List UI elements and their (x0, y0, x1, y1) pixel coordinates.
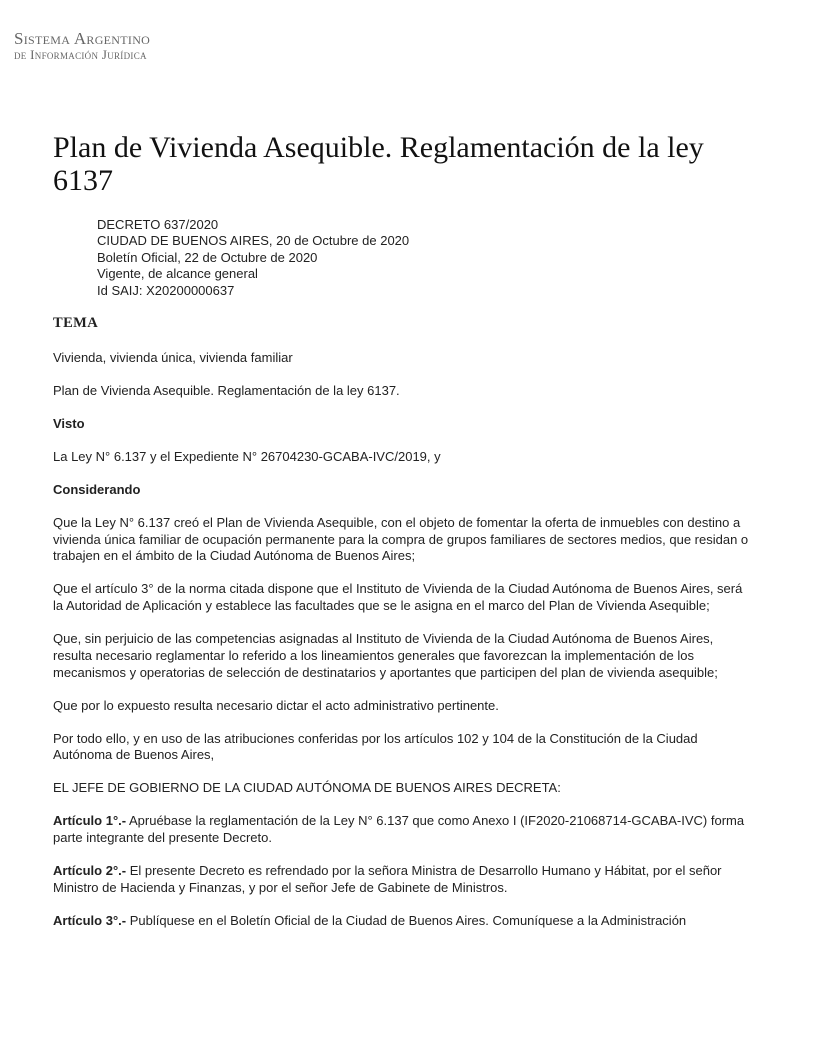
article-text: Publíquese en el Boletín Oficial de la Ciudad de Buenos Aires. Comuníquese a la Administración (126, 912, 687, 928)
logo-line-2: de Información Jurídica (14, 47, 147, 62)
saij-id: Id SAIJ: X20200000637 (97, 282, 235, 298)
considerando-heading: Considerando (53, 482, 141, 497)
document-body (53, 350, 753, 946)
decree-number: DECRETO 637/2020 (97, 217, 219, 232)
decreta-statement: EL JEFE DE GOBIERNO DE LA CIUDAD AUTÓNOMA DE BUENOS AIRES DECRETA: (53, 780, 561, 796)
considerando-paragraph: Por todo ello, y en uso de las atribuciones conferidas por los artículos 102 y 104 de la Constitución de la Ciudad Autónoma de Buenos Aires, (53, 730, 698, 763)
logo-line-1: Sistema Argentino (14, 29, 151, 48)
article-label: Artículo 2°.- (53, 862, 127, 878)
article-text: El presente Decreto es refrendado por la señora Ministra de Desarrollo Humano y Hábitat, por el señor Ministro de Hacienda y Finanzas, y por el señor Jefe de Gabinete de Ministros. (53, 862, 722, 895)
article-text: Apruébase la reglamentación de la Ley N° 6.137 que como Anexo I (IF2020-21068714-GCABA-IVC) forma parte integrante del presente Decreto. (53, 813, 745, 845)
considerando-paragraph: Que la Ley N° 6.137 creó el Plan de Vivienda Asequible, con el objeto de fomentar la oferta de inmuebles con destino a vivienda única familiar de ocupación permanente para la compra de grupos familiares de sectores medios, que residan o trabajen en el ámbito de la Ciudad Autónoma de Buenos Aires; (53, 515, 749, 564)
article-2 (53, 863, 753, 896)
visto-heading: Visto (53, 416, 85, 431)
document-metadata (97, 217, 409, 299)
considerando-paragraph: Que por lo expuesto resulta necesario dictar el acto administrativo pertinente. (53, 697, 499, 713)
document-title: Plan de Vivienda Asequible. Reglamentación de la ley 6137 (53, 131, 704, 197)
article-3 (53, 913, 753, 930)
tema-text: Vivienda, vivienda única, vivienda familiar (53, 350, 293, 365)
article-label: Artículo 3°.- (53, 912, 127, 928)
validity-status: Vigente, de alcance general (97, 266, 258, 282)
decree-place-date: CIUDAD DE BUENOS AIRES, 20 de Octubre de 2020 (97, 233, 410, 249)
considerando-paragraph: Que, sin perjuicio de las competencias asignadas al Instituto de Vivienda de la Ciudad Autónoma de Buenos Aires, resulta necesario reglamentar lo referido a los lineamientos generales que favorezcan la implementación de los mecanismos y operatorias de selección de destinatarios y aportantes que participen del plan de vivienda asequible; (53, 631, 718, 680)
considerando-paragraph: Que el artículo 3° de la norma citada dispone que el Instituto de Vivienda de la Ciudad Autónoma de Buenos Aires, será la Autoridad de Aplicación y establece las facultades que se le asigna en el marco del Plan de Vivienda Asequible; (53, 581, 743, 614)
tema-heading: TEMA (53, 315, 99, 331)
publication-date: Boletín Oficial, 22 de Octubre de 2020 (97, 249, 318, 265)
article-1 (53, 813, 753, 846)
summary-text: Plan de Vivienda Asequible. Reglamentación de la ley 6137. (53, 383, 400, 398)
article-label: Artículo 1°.- (53, 813, 127, 829)
visto-text: La Ley N° 6.137 y el Expediente N° 26704230-GCABA-IVC/2019, y (53, 449, 441, 464)
saij-logo (14, 30, 150, 63)
